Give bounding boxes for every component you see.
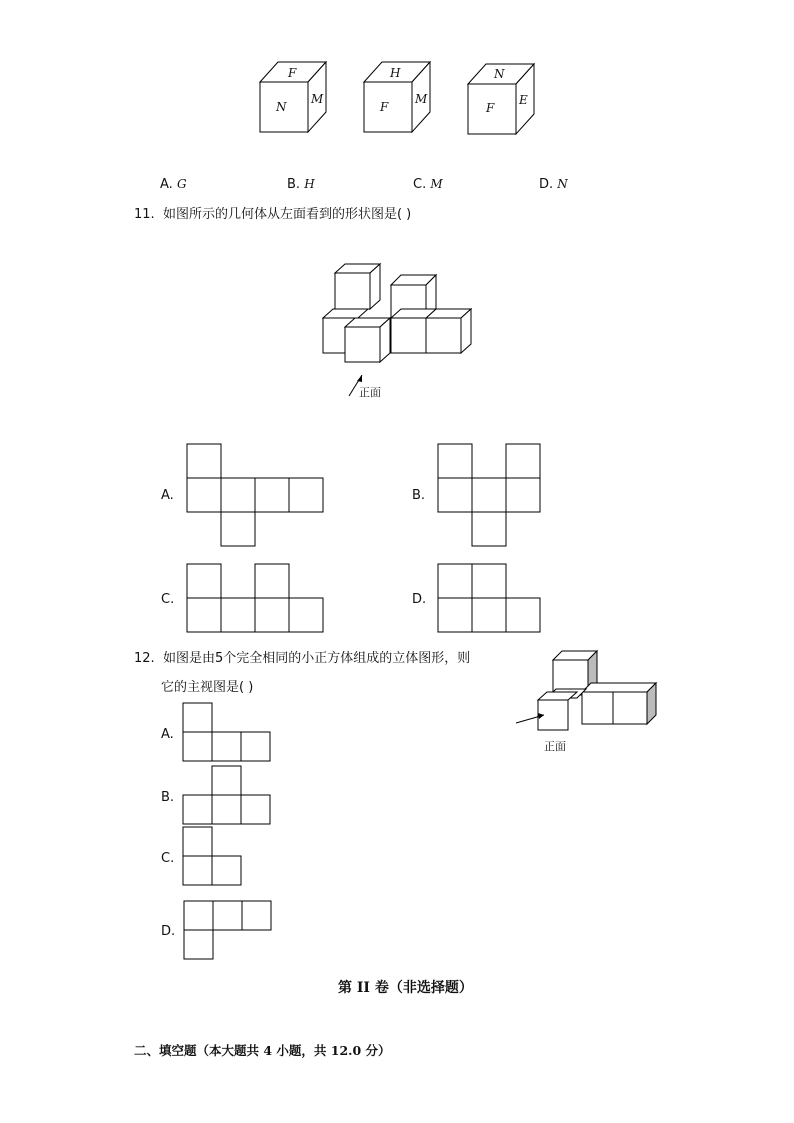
q12-option-b-figure — [182, 765, 274, 827]
q11-question — [134, 207, 411, 223]
q12-option-a-figure — [182, 702, 274, 764]
q10-option-c-value: M — [430, 177, 443, 191]
q11-option-c-figure — [186, 563, 326, 635]
q11-option-a-label[interactable]: A. — [161, 488, 174, 503]
q11-option-b-figure — [437, 443, 543, 548]
q11-option-d-figure — [437, 563, 543, 635]
q10-option-a-value: G — [176, 177, 187, 191]
q10-option-a[interactable] — [160, 176, 187, 193]
q10-option-b-value: H — [304, 177, 315, 191]
q11-text: 如图所示的几何体从左面看到的形状图是( ) — [162, 207, 412, 222]
q10-cube-1-side-letter: M — [311, 92, 324, 106]
q12-question-line2: 它的主视图是( ) — [161, 680, 254, 695]
q12-front-label: 正面 — [544, 740, 566, 753]
q11-number: 11. — [134, 207, 155, 222]
q10-option-d-value: N — [557, 177, 568, 191]
q10-cube-1-front-letter: N — [276, 100, 287, 114]
q10-cube-1 — [258, 60, 328, 135]
q10-option-d[interactable] — [539, 176, 568, 193]
q10-cube-3-front-letter: F — [486, 101, 495, 115]
q12-option-a-label[interactable]: A. — [161, 727, 174, 742]
q10-cube-3-top-letter: N — [494, 67, 505, 81]
q10-option-a-letter: A. — [160, 177, 173, 192]
q10-option-b-letter: B. — [287, 177, 301, 192]
q11-front-label: 正面 — [359, 386, 381, 399]
q10-cube-1-top-letter: F — [288, 66, 297, 80]
q10-cube-2-front-letter: F — [380, 100, 389, 114]
q12-option-c-figure — [182, 826, 244, 888]
q11-option-b-label[interactable]: B. — [412, 488, 426, 503]
q10-option-b[interactable] — [287, 176, 315, 193]
q11-option-c-label[interactable]: C. — [161, 592, 175, 607]
section-title: 第 II 卷（非选择题） — [338, 980, 473, 996]
q12-option-b-label[interactable]: B. — [161, 790, 175, 805]
q12-number: 12. — [134, 651, 155, 666]
q10-option-d-letter: D. — [539, 177, 554, 192]
q10-option-c-letter: C. — [413, 177, 427, 192]
q10-cube-2 — [362, 60, 432, 135]
q12-text-line1: 如图是由5个完全相同的小正方体组成的立体图形，则 — [162, 651, 471, 666]
q10-cube-3-side-letter: E — [519, 93, 528, 107]
q12-solid-figure — [514, 648, 664, 753]
q12-option-d-label[interactable]: D. — [161, 924, 176, 939]
q10-cube-3 — [466, 62, 536, 137]
q11-option-a-figure — [186, 443, 326, 548]
q12-question-line1 — [134, 651, 470, 667]
q10-cube-2-top-letter: H — [390, 66, 401, 80]
part2-heading: 二、填空题（本大题共 4 小题，共 12.0 分） — [134, 1043, 391, 1058]
q12-option-d-figure — [183, 900, 275, 962]
q12-option-c-label[interactable]: C. — [161, 851, 175, 866]
q10-option-c[interactable] — [413, 176, 443, 193]
q11-option-d-label[interactable]: D. — [412, 592, 427, 607]
q11-solid-figure — [320, 262, 480, 402]
q10-cube-2-side-letter: M — [415, 92, 428, 106]
